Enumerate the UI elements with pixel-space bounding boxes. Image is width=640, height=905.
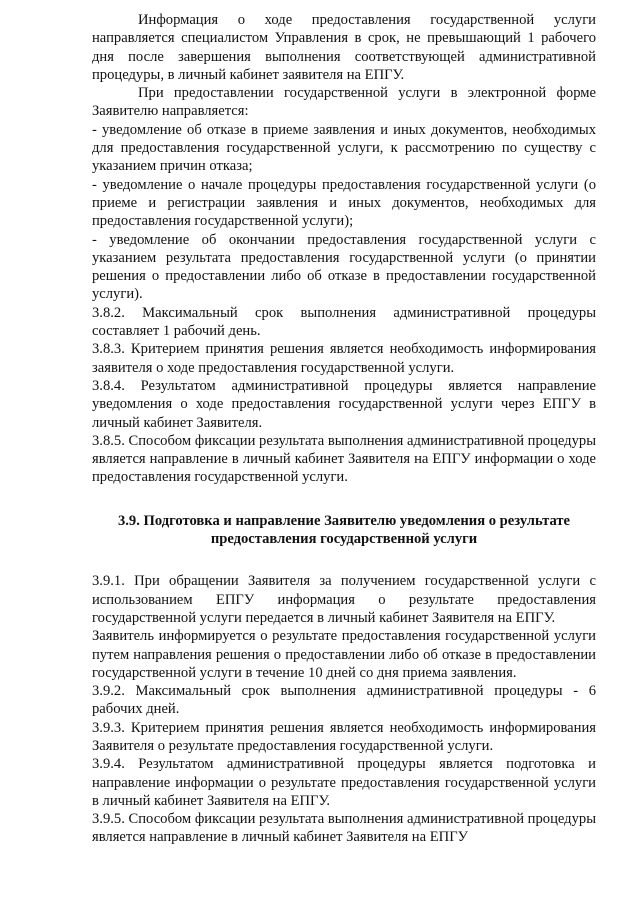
paragraph-electronic-form: При предоставлении государственной услуги в электронной форме Заявителю направляется:: [92, 85, 596, 120]
paragraph-applicant-informed: Заявитель информируется о результате предоставления государственной услуги путем направления решения о предоставлении либо об отказе в предоставлении государственной услуги в течение 10 дней со дня приема заявления.: [92, 628, 596, 681]
clause-3-9-3: 3.9.3. Критерием принятия решения является необходимость информирования Заявителя о результате предоставления государственной услуги.: [92, 719, 596, 754]
clause-3-9-2: 3.9.2. Максимальный срок выполнения административной процедуры - 6 рабочих дней.: [92, 683, 596, 718]
clause-3-8-5: 3.8.5. Способом фиксации результата выполнения административной процедуры является направление в личный кабинет Заявителя на ЕПГУ информации о ходе предоставления государственной услуги.: [92, 432, 596, 486]
list-item-refusal-notice: - уведомление об отказе в приеме заявления и иных документов, необходимых для предоставления государственной услуги, к рассмотрению по существу с указанием причин отказа;: [92, 121, 596, 175]
clause-3-9-4: 3.9.4. Результатом административной процедуры является подготовка и направление информации о результате предоставления государственной услуги в личный кабинет Заявителя на ЕПГУ.: [92, 756, 596, 809]
clause-3-8-3: 3.8.3. Критерием принятия решения является необходимость информирования заявителя о ходе предоставления государственной услуги.: [92, 341, 596, 376]
clause-3-8-2: 3.8.2. Максимальный срок выполнения административной процедуры составляет 1 рабочий день.: [92, 304, 596, 340]
clause-3-8-4: 3.8.4. Результатом административной процедуры является направление уведомления о ходе предоставления государственной услуги через ЕПГУ в личный кабинет Заявителя.: [92, 377, 596, 431]
section-heading-3-9: 3.9. Подготовка и направление Заявителю уведомления о результате предоставления государственной услуги: [117, 512, 571, 548]
clause-3-9-5: 3.9.5. Способом фиксации результата выполнения административной процедуры является направление в личный кабинет Заявителя на ЕПГУ: [92, 811, 596, 846]
list-item-start-notice: - уведомление о начале процедуры предоставления государственной услуги (о приеме и регистрации заявления и иных документов, необходимых для предоставления государственной услуги);: [92, 176, 596, 230]
clause-3-9-1: 3.9.1. При обращении Заявителя за получением государственной услуги с использованием ЕПГУ информация о результате предоставления государственной услуги передается в личный кабинет Заявителя на ЕПГУ.: [92, 573, 596, 626]
paragraph-info-delivery: Информация о ходе предоставления государственной услуги направляется специалистом Управления в срок, не превышающий 1 рабочего дня после завершения выполнения соответствующей административной процедуры, в личный кабинет заявителя на ЕПГУ.: [92, 12, 596, 83]
list-item-end-notice: - уведомление об окончании предоставления государственной услуги с указанием результата предоставления государственной услуги (о принятии решения о предоставлении либо об отказе в предоставлении государственной услуги).: [92, 231, 596, 303]
